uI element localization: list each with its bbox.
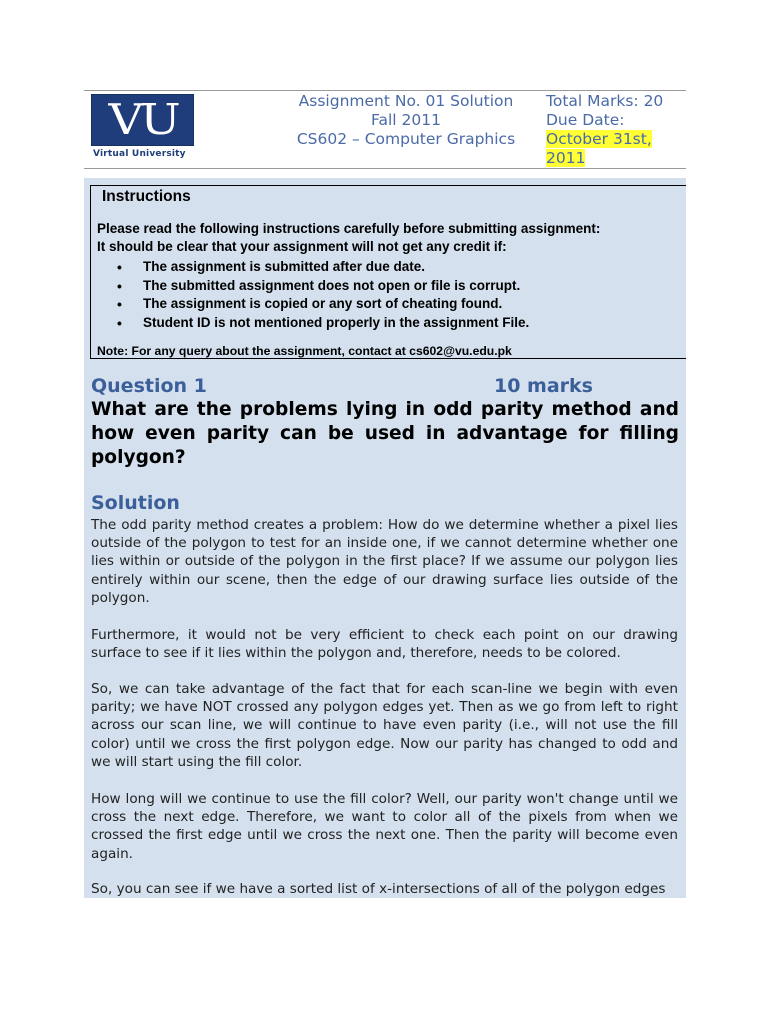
solution-paragraph-2: Furthermore, it would not be very efficient to check each point on our drawing surface to see if it lies within the polygon and, therefore, needs to be colored.	[91, 627, 678, 662]
solution-heading: Solution	[91, 492, 180, 514]
list-item: • The submitted assignment does not open or file is corrupt.	[117, 277, 529, 296]
instructions-list	[117, 258, 529, 333]
solution-paragraph-1: The odd parity method creates a problem: How do we determine whether a pixel lies outside of the polygon to test for an inside one, if we cannot determine whether one lies within or outside of the polygon in the first place? If we assume our polygon lies entirely within our scene, then the edge of our drawing surface lies outside of the polygon.	[91, 517, 678, 606]
logo-mark: VU	[108, 95, 177, 144]
list-item: • The assignment is submitted after due date.	[117, 258, 529, 277]
logo-caption: Virtual University	[93, 149, 186, 159]
instructions-title: Instructions	[102, 188, 191, 205]
solution-paragraph-3: So, we can take advantage of the fact that for each scan-line we begin with even parity; we have NOT crossed any polygon edges yet. Then as we go from left to right across our scan line, we will continue to have even parity (i.e., will not use the fill color) until we cross the first polygon edge. Now our parity has changed to odd and we will start using the fill color.	[91, 681, 678, 770]
solution-paragraph-4: How long will we continue to use the fill color? Well, our parity won't change until we cross the next edge. Therefore, we want to color all of the pixels from when we crossed the first edge until we cross the next one. Then the parity will become even again.	[91, 791, 678, 862]
logo-box	[91, 94, 194, 146]
header-bottom-rule	[84, 168, 686, 169]
list-item: • Student ID is not mentioned properly in the assignment File.	[117, 314, 529, 333]
question-text: What are the problems lying in odd parity method and how even parity can be used in advantage for filling polygon?	[91, 399, 679, 468]
contact-note: Note: For any query about the assignment, contact at cs602@vu.edu.pk	[97, 344, 512, 358]
assignment-title: Assignment No. 01 Solution	[298, 92, 514, 110]
marks-due-block	[546, 92, 686, 168]
due-date-line-1: October 31st,	[546, 130, 652, 148]
list-item: • The assignment is copied or any sort of cheating found.	[117, 295, 529, 314]
question-label: Question 1	[91, 375, 207, 397]
vu-logo	[91, 94, 195, 160]
due-date-line-2: 2011	[546, 149, 586, 167]
instructions-box	[90, 185, 686, 359]
solution-paragraph-5: So, you can see if we have a sorted list of x-intersections of all of the polygon edges	[91, 881, 666, 897]
instructions-condition: It should be clear that your assignment will not get any credit if:	[97, 239, 507, 254]
header-top-rule	[84, 90, 686, 91]
question-marks: 10 marks	[494, 375, 593, 397]
semester: Fall 2011	[371, 111, 441, 129]
course-name: CS602 – Computer Graphics	[296, 130, 516, 148]
due-date-label: Due Date:	[546, 111, 625, 129]
assignment-title-block	[286, 92, 526, 149]
total-marks: Total Marks: 20	[546, 92, 664, 110]
instructions-intro: Please read the following instructions carefully before submitting assignment:	[97, 221, 601, 236]
